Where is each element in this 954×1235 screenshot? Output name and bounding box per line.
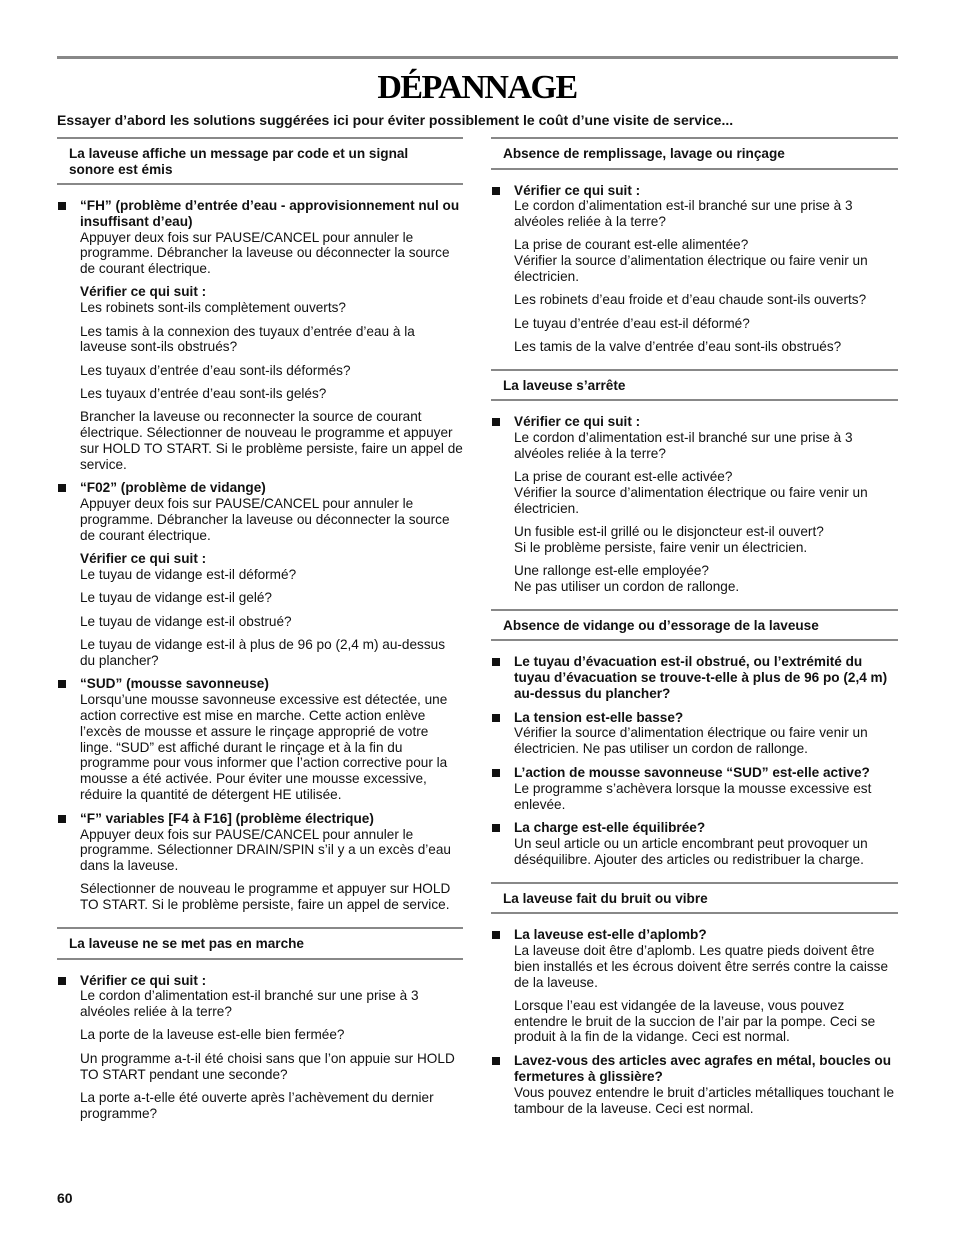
check-text: Un programme a-t-il été choisi sans que l’on appuie sur HOLD TO START pendant une seconde?: [80, 1050, 455, 1082]
section-error-codes: [57, 137, 463, 913]
bullet-icon: [58, 202, 66, 210]
item-title: “F02” (problème de vidange): [80, 480, 266, 496]
intro-text: Essayer d’abord les solutions suggérées ici pour éviter possiblement le coût d’une visite de service...: [57, 112, 734, 128]
check-text: Le tuyau de vidange est-il obstrué?: [80, 613, 292, 629]
check-label: Vérifier ce qui suit :: [514, 414, 641, 430]
item-text: Sélectionner de nouveau le programme et appuyer sur HOLD TO START. Si le problème persiste, faire un appel de service.: [80, 881, 451, 913]
section-washer-stops: [491, 369, 898, 595]
top-rule: [57, 56, 898, 59]
item-text: Appuyer deux fois sur PAUSE/CANCEL pour annuler le programme. Débrancher la laveuse ou déconnecter la source de courant électrique.: [80, 496, 450, 543]
section-heading: La laveuse s’arrête: [491, 369, 898, 402]
list-item-sud: [57, 676, 463, 802]
check-text: Les tamis à la connexion des tuyaux d’entrée d’eau à la laveuse sont-ils obstrués?: [80, 323, 415, 355]
check-text: La prise de courant est-elle activée?: [514, 469, 733, 485]
page-title: DÉPANNAGE: [377, 69, 577, 106]
check-text: Si le problème persiste, faire venir un électricien.: [514, 539, 808, 555]
check-text: Une rallonge est-elle employée?: [514, 563, 709, 579]
section-heading: Absence de remplissage, lavage ou rinçage: [491, 137, 898, 170]
check-text: Les tuyaux d’entrée d’eau sont-ils gelés?: [80, 385, 327, 401]
bullet-icon: [58, 680, 66, 688]
section-heading: La laveuse fait du bruit ou vibre: [491, 882, 898, 915]
bullet-icon: [58, 815, 66, 823]
item-title: Le tuyau d’évacuation est-il obstrué, ou l’extrémité du tuyau d’évacuation se trouve-t-elle à plus de 96 po (2,4 m) au-dessus du plancher?: [514, 654, 888, 701]
item-title: La charge est-elle équilibrée?: [514, 820, 706, 836]
list-item: [491, 414, 898, 594]
item-text: Lorsque l’eau est vidangée de la laveuse, vous pouvez entendre le bruit de la succion de l’air par la pompe. Ceci se produit à la fin de la vidange. Ceci est normal.: [514, 997, 876, 1045]
list-item: [491, 820, 898, 867]
section-heading: Absence de vidange ou d’essorage de la laveuse: [491, 609, 898, 642]
check-text: La porte de la laveuse est-elle bien fermée?: [80, 1027, 345, 1043]
item-title: Lavez-vous des articles avec agrafes en métal, boucles ou fermetures à glissière?: [514, 1053, 892, 1085]
item-title: La laveuse est-elle d’aplomb?: [514, 927, 707, 943]
check-text: Vérifier la source d’alimentation électrique ou faire venir un électricien.: [514, 484, 868, 516]
section-heading: La laveuse ne se met pas en marche: [57, 927, 463, 960]
check-label: Vérifier ce qui suit :: [80, 551, 207, 567]
section-no-fill: [491, 137, 898, 355]
check-text: Le tuyau de vidange est-il à plus de 96 po (2,4 m) au-dessus du plancher?: [80, 636, 445, 668]
item-text: Vous pouvez entendre le bruit d’articles métalliques touchant le tambour de la laveuse. Ceci est normal.: [514, 1084, 895, 1116]
check-text: Le tuyau d’entrée d’eau est-il déformé?: [514, 315, 750, 331]
bullet-icon: [492, 187, 500, 195]
check-text: Les tuyaux d’entrée d’eau sont-ils déformés?: [80, 362, 351, 378]
item-text: La laveuse doit être d’aplomb. Les quatre pieds doivent être bien installés et les écrous doivent être serrés contre la caisse de la laveuse.: [514, 943, 889, 990]
list-item: [491, 183, 898, 355]
list-item: [491, 1053, 898, 1116]
check-text: Le tuyau de vidange est-il gelé?: [80, 590, 272, 606]
bullet-icon: [492, 769, 500, 777]
item-title: “SUD” (mousse savonneuse): [80, 676, 269, 692]
bullet-icon: [58, 977, 66, 985]
list-item: [491, 654, 898, 701]
left-column: [57, 137, 463, 1135]
right-column: [491, 137, 898, 1130]
check-text: Brancher la laveuse ou reconnecter la source de courant électrique. Sélectionner de nouveau le programme et appuyer sur HOLD TO START. Si le problème persiste, faire un appel de service.: [80, 409, 463, 472]
check-label: Vérifier ce qui suit :: [514, 182, 641, 198]
section-heading: La laveuse affiche un message par code et un signal sonore est émis: [57, 137, 463, 185]
bullet-icon: [492, 714, 500, 722]
check-text: Les tamis de la valve d’entrée d’eau sont-ils obstrués?: [514, 338, 842, 354]
item-text: Le programme s’achèvera lorsque la mousse excessive est enlevée.: [514, 780, 872, 812]
item-text: Vérifier la source d’alimentation électrique ou faire venir un électricien. Ne pas utiliser un cordon de rallonge.: [514, 725, 868, 757]
item-title: “F” variables [F4 à F16] (problème électrique): [80, 810, 374, 826]
page-number: 60: [57, 1190, 73, 1206]
list-item: [491, 927, 898, 1045]
check-text: Un fusible est-il grillé ou le disjoncteur est-il ouvert?: [514, 523, 824, 539]
list-item: [57, 973, 463, 1122]
bullet-icon: [492, 824, 500, 832]
bullet-icon: [492, 931, 500, 939]
check-text: Ne pas utiliser un cordon de rallonge.: [514, 578, 740, 594]
bullet-icon: [492, 658, 500, 666]
check-text: Vérifier la source d’alimentation électrique ou faire venir un électricien.: [514, 253, 868, 284]
check-text: Le cordon d’alimentation est-il branché sur une prise à 3 alvéoles reliée à la terre?: [80, 988, 419, 1020]
check-text: Le tuyau de vidange est-il déformé?: [80, 566, 297, 582]
item-title: “FH” (problème d’entrée d’eau - approvisionnement nul ou insuffisant d’eau): [80, 198, 460, 229]
list-item-f02: [57, 480, 463, 668]
bullet-icon: [492, 1057, 500, 1065]
check-text: Le cordon d’alimentation est-il branché sur une prise à 3 alvéoles reliée à la terre?: [514, 429, 853, 461]
list-item: [491, 710, 898, 757]
check-label: Vérifier ce qui suit :: [80, 284, 207, 300]
item-text: Un seul article ou un article encombrant peut provoquer un déséquilibre. Ajouter des articles ou redistribuer la charge.: [514, 836, 868, 867]
list-item: [491, 765, 898, 812]
item-text: Appuyer deux fois sur PAUSE/CANCEL pour annuler le programme. Débrancher la laveuse ou déconnecter la source de courant électrique.: [80, 229, 450, 277]
check-text: Les robinets sont-ils complètement ouverts?: [80, 300, 346, 316]
section-noise-vibration: [491, 882, 898, 1117]
list-item-f-variables: [57, 811, 463, 913]
check-text: Le cordon d’alimentation est-il branché sur une prise à 3 alvéoles reliée à la terre?: [514, 198, 853, 230]
check-label: Vérifier ce qui suit :: [80, 972, 207, 988]
check-text: La porte a-t-elle été ouverte après l’achèvement du dernier programme?: [80, 1089, 434, 1121]
item-title: L’action de mousse savonneuse “SUD” est-elle active?: [514, 764, 870, 780]
item-title: La tension est-elle basse?: [514, 709, 684, 725]
item-text: Lorsqu’une mousse savonneuse excessive est détectée, une action corrective est mise en marche. Cette action enlève l’excès de mousse et assure le rinçage approprié de votre linge. “SUD” est affiché durant le rinçage et à la fin du programme pour vous informer que l’action corrective pour la mousse a été activée. Pour éviter une mousse excessive, réduire la quantité de détergent HE utilisée.: [80, 692, 448, 802]
section-no-start: [57, 927, 463, 1121]
bullet-icon: [492, 418, 500, 426]
check-text: La prise de courant est-elle alimentée?: [514, 237, 749, 253]
list-item-fh: [57, 198, 463, 472]
check-text: Les robinets d’eau froide et d’eau chaude sont-ils ouverts?: [514, 292, 867, 308]
item-text: Appuyer deux fois sur PAUSE/CANCEL pour annuler le programme. Sélectionner DRAIN/SPIN s’il y a un excès d’eau dans la laveuse.: [80, 826, 451, 874]
section-no-drain: [491, 609, 898, 868]
bullet-icon: [58, 484, 66, 492]
